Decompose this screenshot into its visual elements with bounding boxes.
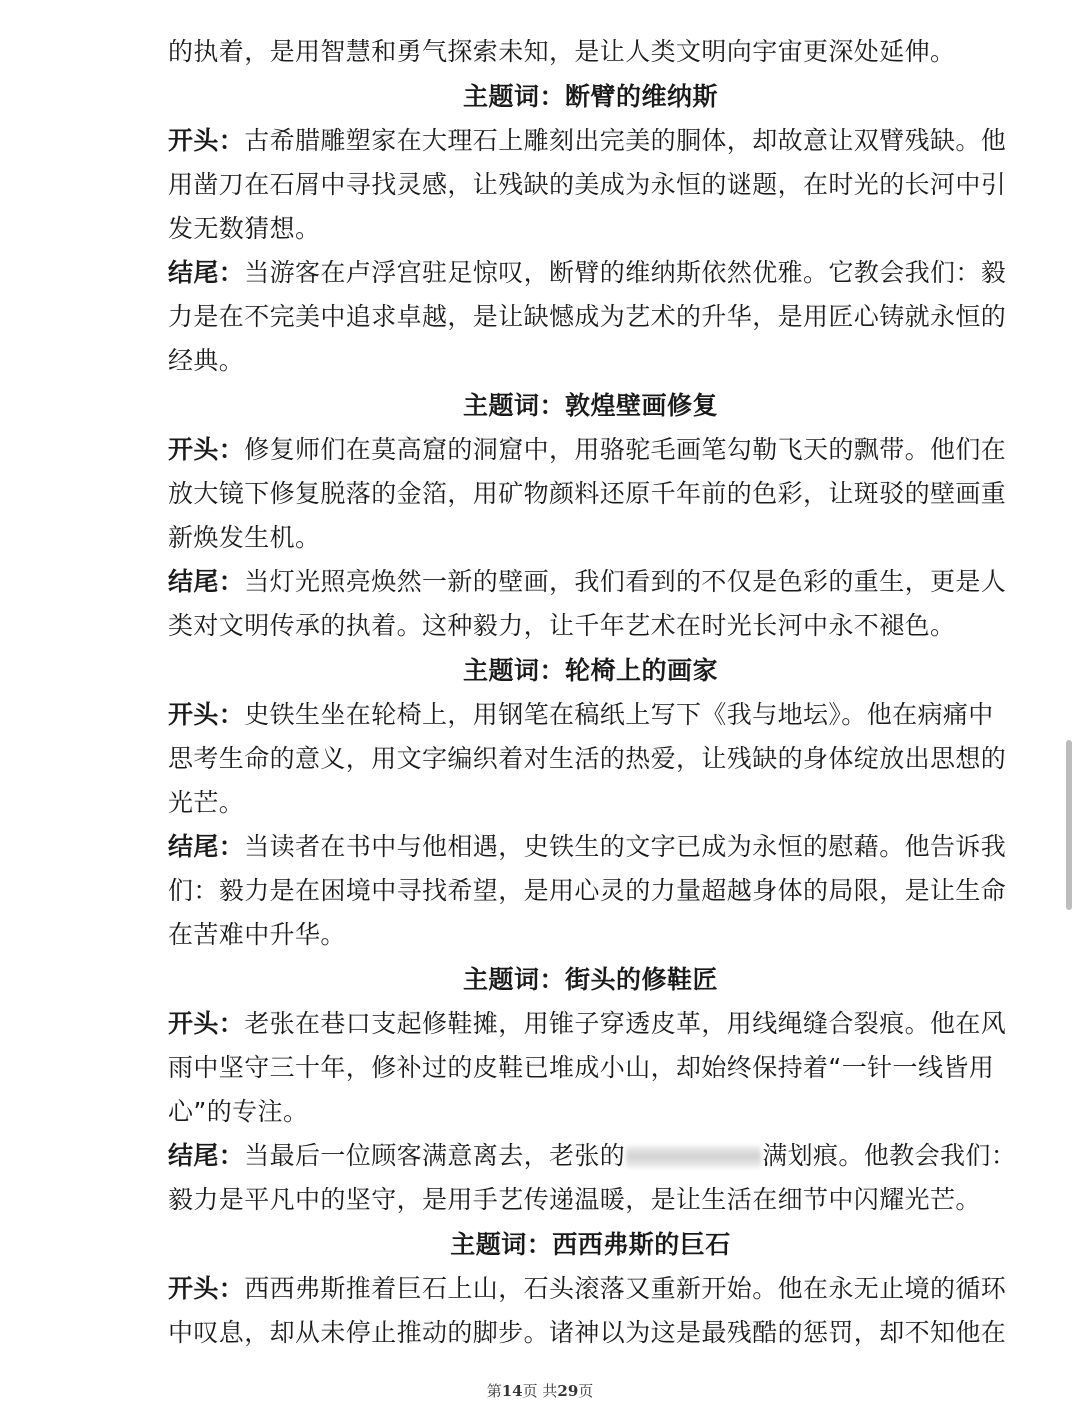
footer-prefix: 第 bbox=[486, 1382, 502, 1400]
section-heading: 主题词：敦煌壁画修复 bbox=[462, 391, 718, 420]
section-heading: 主题词：断臂的维纳斯 bbox=[462, 82, 718, 111]
ending-label: 结尾： bbox=[168, 832, 245, 861]
ending-paragraph bbox=[168, 560, 1013, 648]
paragraph-line: 放大镜下修复脱落的金箔，用矿物颜料还原千年前的色彩，让斑驳的壁画重 bbox=[168, 479, 1007, 508]
opening-label: 开头： bbox=[168, 1274, 245, 1303]
paragraph-line: 的执着，是用智慧和勇气探索未知，是让人类文明向宇宙更深处延伸。 bbox=[168, 37, 956, 66]
page-footer bbox=[0, 1380, 1080, 1401]
scrollbar-thumb[interactable] bbox=[1066, 740, 1072, 910]
total-page-number: 29 bbox=[557, 1382, 579, 1400]
opening-label: 开头： bbox=[168, 1009, 245, 1038]
paragraph-line: 雨中坚守三十年，修补过的皮鞋已堆成小山，却始终保持着“一针一线皆用 bbox=[168, 1053, 995, 1082]
document-page bbox=[168, 0, 1017, 1355]
section-heading: 主题词：轮椅上的画家 bbox=[462, 656, 718, 685]
opening-paragraph bbox=[168, 693, 1013, 825]
opening-label: 开头： bbox=[168, 435, 245, 464]
opening-paragraph bbox=[168, 1267, 1013, 1355]
opening-paragraph bbox=[168, 428, 1013, 560]
paragraph-text: 当游客在卢浮宫驻足惊叹，断臂的维纳斯依然优雅。它教会我们：毅 bbox=[244, 258, 1007, 287]
footer-mid: 页 共 bbox=[522, 1382, 558, 1400]
section-heading: 主题词：街头的修鞋匠 bbox=[462, 965, 718, 994]
opening-label: 开头： bbox=[168, 126, 245, 155]
paragraph-text: 史铁生坐在轮椅上，用钢笔在稿纸上写下《我与地坛》。他在病痛中 bbox=[244, 700, 994, 729]
ending-label: 结尾： bbox=[168, 567, 245, 596]
ending-paragraph bbox=[168, 251, 1013, 383]
paragraph-line: 力是在不完美中追求卓越，是让缺憾成为艺术的升华，是用匠心铸就永恒的 bbox=[168, 302, 1007, 331]
paragraph-line: 思考生命的意义，用文字编织着对生活的热爱，让残缺的身体绽放出思想的 bbox=[168, 744, 1007, 773]
paragraph-line: 们：毅力是在困境中寻找希望，是用心灵的力量超越身体的局限，是让生命 bbox=[168, 876, 1007, 905]
paragraph-text: 当最后一位顾客满意离去，老张的 bbox=[244, 1141, 626, 1170]
paragraph-line: 用凿刀在石屑中寻找灵感，让残缺的美成为永恒的谜题，在时光的长河中引 bbox=[168, 170, 1007, 199]
ending-paragraph bbox=[168, 825, 1013, 957]
paragraph-line: 中叹息，却从未停止推动的脚步。诸神以为这是最残酷的惩罚，却不知他在 bbox=[168, 1318, 1007, 1347]
paragraph-line: 毅力是平凡中的坚守，是用手艺传递温暖，是让生活在细节中闪耀光芒。 bbox=[168, 1185, 981, 1214]
opening-paragraph bbox=[168, 1002, 1013, 1134]
paragraph-line: 心”的专注。 bbox=[168, 1097, 309, 1126]
ending-paragraph bbox=[168, 1134, 1017, 1222]
paragraph-line: 新焕发生机。 bbox=[168, 523, 321, 552]
paragraph-text: 当灯光照亮焕然一新的壁画，我们看到的不仅是色彩的重生，更是人 bbox=[244, 567, 1007, 596]
current-page-number: 14 bbox=[501, 1382, 523, 1400]
paragraph-line: 在苦难中升华。 bbox=[168, 920, 346, 949]
paragraph-text: 老张在巷口支起修鞋摊，用锥子穿透皮革，用线绳缝合裂痕。他在风 bbox=[244, 1009, 1007, 1038]
section-heading: 主题词：西西弗斯的巨石 bbox=[450, 1230, 731, 1259]
paragraph-text: 满划痕。他教会我们： bbox=[762, 1141, 1017, 1170]
paragraph-line: 光芒。 bbox=[168, 788, 245, 817]
opening-label: 开头： bbox=[168, 700, 245, 729]
paragraph-line: 经典。 bbox=[168, 346, 245, 375]
paragraph-text: 修复师们在莫高窟的洞窟中，用骆驼毛画笔勾勒飞天的飘带。他们在 bbox=[244, 435, 1007, 464]
paragraph-line: 发无数猜想。 bbox=[168, 214, 321, 243]
paragraph-text: 当读者在书中与他相遇，史铁生的文字已成为永恒的慰藉。他告诉我 bbox=[244, 832, 1007, 861]
paragraph-text: 古希腊雕塑家在大理石上雕刻出完美的胴体，却故意让双臂残缺。他 bbox=[244, 126, 1007, 155]
paragraph-text: 西西弗斯推着巨石上山，石头滚落又重新开始。他在永无止境的循环 bbox=[244, 1274, 1007, 1303]
ending-label: 结尾： bbox=[168, 1141, 245, 1170]
paragraph-line: 类对文明传承的执着。这种毅力，让千年艺术在时光长河中永不褪色。 bbox=[168, 611, 956, 640]
ending-label: 结尾： bbox=[168, 258, 245, 287]
redacted-blur bbox=[626, 1146, 761, 1168]
opening-paragraph bbox=[168, 119, 1013, 251]
footer-suffix: 页 bbox=[578, 1382, 594, 1400]
